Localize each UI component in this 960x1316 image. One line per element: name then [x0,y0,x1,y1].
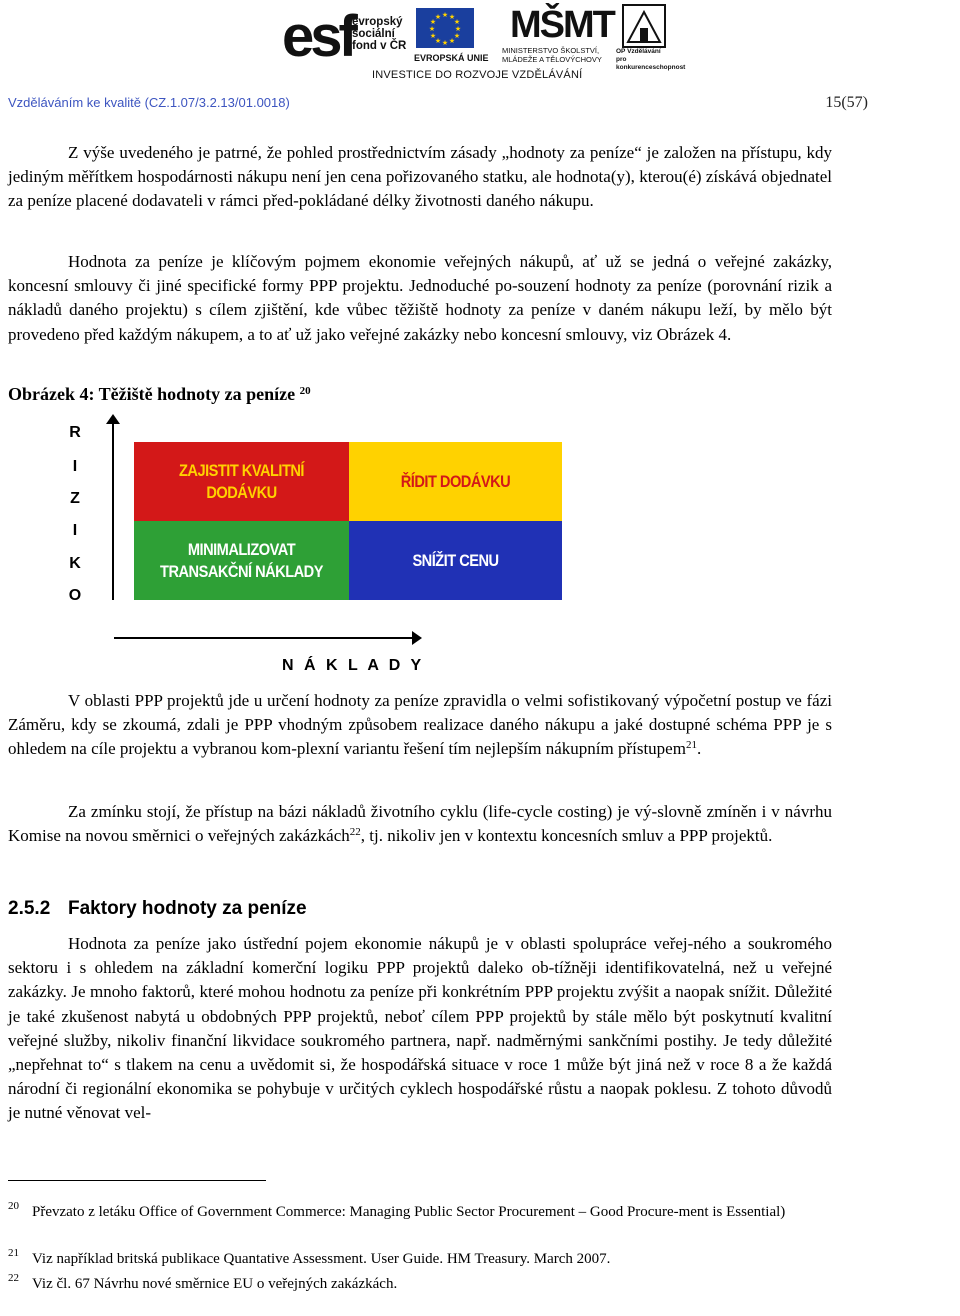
svg-text:★: ★ [448,13,456,21]
svg-text:★: ★ [441,39,449,47]
y-axis-letter: K [69,555,81,572]
svg-text:★: ★ [429,32,437,40]
project-title: Vzděláváním ke kvalitě (CZ.1.07/3.2.13/01.0018) [8,95,290,110]
footnote-separator [8,1180,266,1181]
esf-logo [276,0,516,70]
y-axis-letter: I [72,458,78,475]
esf-text: evropský sociální fond v ČR [352,16,407,52]
paragraph-2: Hodnota za peníze je klíčovým pojmem ekonomie veřejných nákupů, ať už se jedná o veřejné zakázky, koncesní smlouvy či jiné specifické formy PPP projektu. Jednoduché po-souzení hodnoty za peníze (porovnání rizik a nákladů daného projektu) s cílem zjištění, kde vůbec těžiště hodnoty za peníze v daném nákupu leží, by mělo být provedeno před každým nákupem, a to ať už jako veřejné zakázky nebo koncesní smlouvy, viz Obrázek 4. [8,252,832,344]
y-axis-letter: R [69,424,81,441]
footnote-ref-22: 22 [349,826,361,839]
msmt-text: MINISTERSTVO ŠKOLSTVÍ, MLÁDEŽE A TĚLOVÝCHOVY [502,46,602,64]
quadrant-top-right [349,442,562,521]
footnote-21: 21 Viz například britská publikace Quantative Assessment. User Guide. HM Treasury. March 2007. [8,1247,611,1267]
paragraph-4: Za zmínku stojí, že přístup na bázi nákladů životního cyklu (life-cycle costing) je vý-slovně zmíněn i v návrhu Komise na novou směrnici o veřejných zakázkách$^{22}$, tj. nikoliv jen v kontextu koncesních smluv a PPP projektů. [8,802,832,846]
x-axis-arrow-icon [412,631,422,645]
quadrant-bottom-right [349,521,562,600]
y-axis-letter: Z [70,490,80,507]
op-logo-icon [622,4,666,48]
paragraph-5: Hodnota za peníze jako ústřední pojem ekonomie nákupů je v oblasti spolupráce veřej-ného a soukromého sektoru i s ohledem na základní komerční logiku PPP projektů daleko ob-tížněji identifikovatelná, než u veřejné zakázky. Je mnoho faktorů, které mohou hodnotu za peníze při konkrétním PPP projektu zvýšit a naopak snížit. Důležité je také zkušenost nabytá u obdobných PPP projektů, neboť cílem PPP projektů by stále mělo být poskytnutí kvalitní veřejné služby, nikoliv finanční likvidace soukromého partnera, např. nadměrnými sankčními postihy. Je tedy důležité „nepřehnat to“ s tlakem na cenu a uvědomit si, že hospodářská situace v roce 1 může být jiná než v roce 8 a že každá národní či regionální ekonomika se pohybuje v určitých cyklech hospodářské růstu a naopak poklesu. Z tohoto důvodů je nutné věnovat vel- [8,934,832,1123]
section-heading [8,898,307,920]
y-axis [112,420,114,600]
quadrant-bottom-left [134,521,349,600]
quadrant-bottom-right-label: SNÍŽIT CENU [412,550,499,570]
footnote-20: 20 Převzato z letáku Office of Government Commerce: Managing Public Sector Procurement – Good Procure-ment is Essential) [8,1200,786,1220]
quadrant-bottom-left-label: MINIMALIZOVAT TRANSAKČNÍ NÁKLADY [160,539,323,581]
esf-mark: esf [282,4,354,69]
eu-flag-icon [416,8,474,48]
header-logos [276,0,696,84]
paragraph-1: Z výše uvedeného je patrné, že pohled prostřednictvím zásady „hodnoty za peníze“ je založen na přístupu, kdy jediným měřítkem hospodárnosti nákupu není jen cena pořizovaného statku, ale hodnota(y), kterou(é) získává objednatel za peníze placené dodavateli v rámci před-pokládané délky životnosti daného nákupu. [8,143,832,211]
y-axis-letter: I [72,522,78,539]
x-axis [114,637,414,639]
op-logo [616,4,686,71]
op-text: OP Vzdělávání pro konkurenceschopnost [616,48,686,71]
header-slogan: INVESTICE DO ROZVOJE VZDĚLÁVÁNÍ [372,69,583,81]
svg-text:★: ★ [453,32,461,40]
svg-text:★: ★ [434,37,442,45]
x-axis-label: N Á K L A D Y [282,657,425,674]
svg-text:★: ★ [453,18,461,26]
svg-text:★: ★ [429,18,437,26]
figure-footnote-ref: 20 [299,385,311,397]
svg-text:★: ★ [448,37,456,45]
footnote-ref-21: 21 [685,739,697,752]
svg-text:★: ★ [434,13,442,21]
msmt-mark: MŠMT [510,4,614,46]
paragraph-3: V oblasti PPP projektů jde u určení hodnoty za peníze zpravidla o velmi sofistikovaný výpočetní postup ve fázi Záměru, kdy se zkoumá, zdali je PPP vhodným způsobem realizace daného nákupu a jaké dostupné schéma PPP je s ohledem na cíle projektu a vybranou kom-plexní variantu řešení tím nejlepším nákupním přístupem$^{21}$. [8,691,832,759]
section-title: Faktory hodnoty za peníze [68,898,307,919]
svg-text:★: ★ [441,11,449,19]
quadrant-top-left-label: ZAJISTIT KVALITNÍ DODÁVKU [179,460,304,502]
page-number: 15(57) [825,94,868,111]
quadrant-top-left [134,442,349,521]
quadrant-top-right-label: ŘÍDIT DODÁVKU [400,471,511,491]
svg-text:★: ★ [428,25,436,33]
figure-title: Obrázek 4: Těžiště hodnoty za peníze $^{20}$ [8,384,311,404]
section-number: 2.5.2 [8,898,51,919]
svg-text:★: ★ [454,25,462,33]
footnote-22: 22 Viz čl. 67 Návrhu nové směrnice EU o veřejných zakázkách. [8,1272,398,1292]
eu-label: EVROPSKÁ UNIE [414,53,489,63]
y-axis-letter: O [68,587,82,604]
msmt-logo [502,4,614,70]
